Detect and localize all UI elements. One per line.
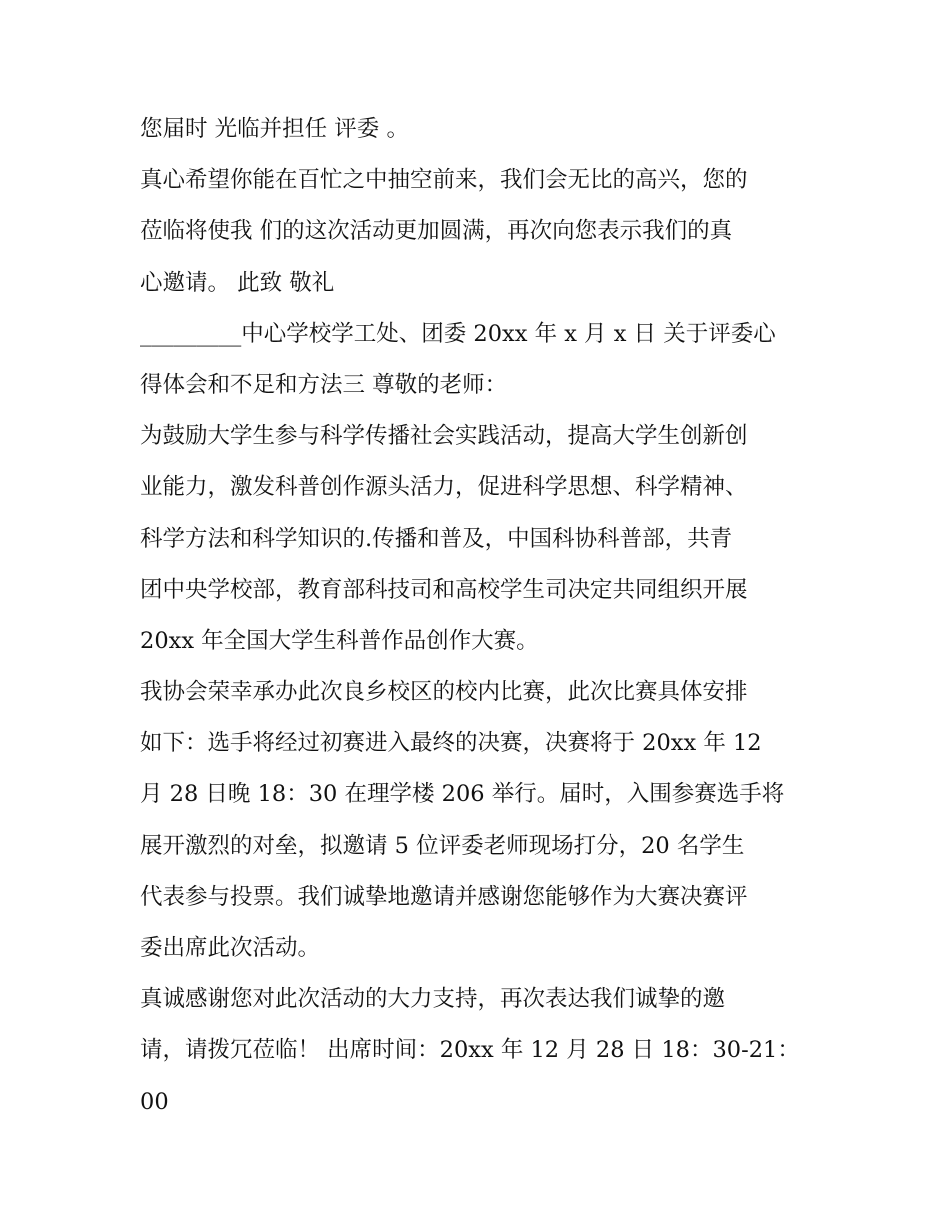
text-line: 月 28 日晚 18：30 在理学楼 206 举行。届时，入围参赛选手将 xyxy=(140,781,785,808)
text-line: 心邀请。 此致 敬礼 xyxy=(140,269,335,296)
text-line: 业能力，激发科普创作源头活力，促进科学思想、科学精神、 xyxy=(140,474,748,501)
text-line: 我协会荣幸承办此次良乡校区的校内比赛，此次比赛具体安排 xyxy=(140,679,748,706)
text-line: 代表参与投票。我们诚挚地邀请并感谢您能够作为大赛决赛评 xyxy=(140,883,748,910)
text-line: 您届时 光临并担任 评委 。 xyxy=(140,116,409,142)
document-body xyxy=(140,104,820,1128)
text-line: 委出席此次活动。 xyxy=(140,935,321,961)
text-line: 科学方法和科学知识的.传播和普及，中国科协科普部，共青 xyxy=(140,525,733,552)
text-line: 为鼓励大学生参与科学传播社会实践活动，提高大学生创新创 xyxy=(140,423,748,450)
text-line: 莅临将使我 们的这次活动更加圆满，再次向您表示我们的真 xyxy=(140,218,733,245)
text-line: 团中央学校部，教育部科技司和高校学生司决定共同组织开展 xyxy=(140,576,748,603)
text-line: 请，请拨冗莅临！ 出席时间：20xx 年 12 月 28 日 18：30-21： xyxy=(140,1037,800,1064)
text-line: _________中心学校学工处、团委 20xx 年 x 月 x 日 关于评委心 xyxy=(140,320,776,347)
text-line: 20xx 年全国大学生科普作品创作大赛。 xyxy=(140,627,539,654)
text-line: 00 xyxy=(140,1088,169,1115)
text-line: 展开激烈的对垒，拟邀请 5 位评委老师现场打分，20 名学生 xyxy=(140,832,745,859)
text-line: 真诚感谢您对此次活动的大力支持，再次表达我们诚挚的邀 xyxy=(140,986,726,1013)
text-line: 得体会和不足和方法三 尊敬的老师： xyxy=(140,371,508,398)
text-line: 如下：选手将经过初赛进入最终的决赛，决赛将于 20xx 年 12 xyxy=(140,730,762,757)
text-line: 真心希望你能在百忙之中抽空前来，我们会无比的高兴，您的 xyxy=(140,167,748,194)
